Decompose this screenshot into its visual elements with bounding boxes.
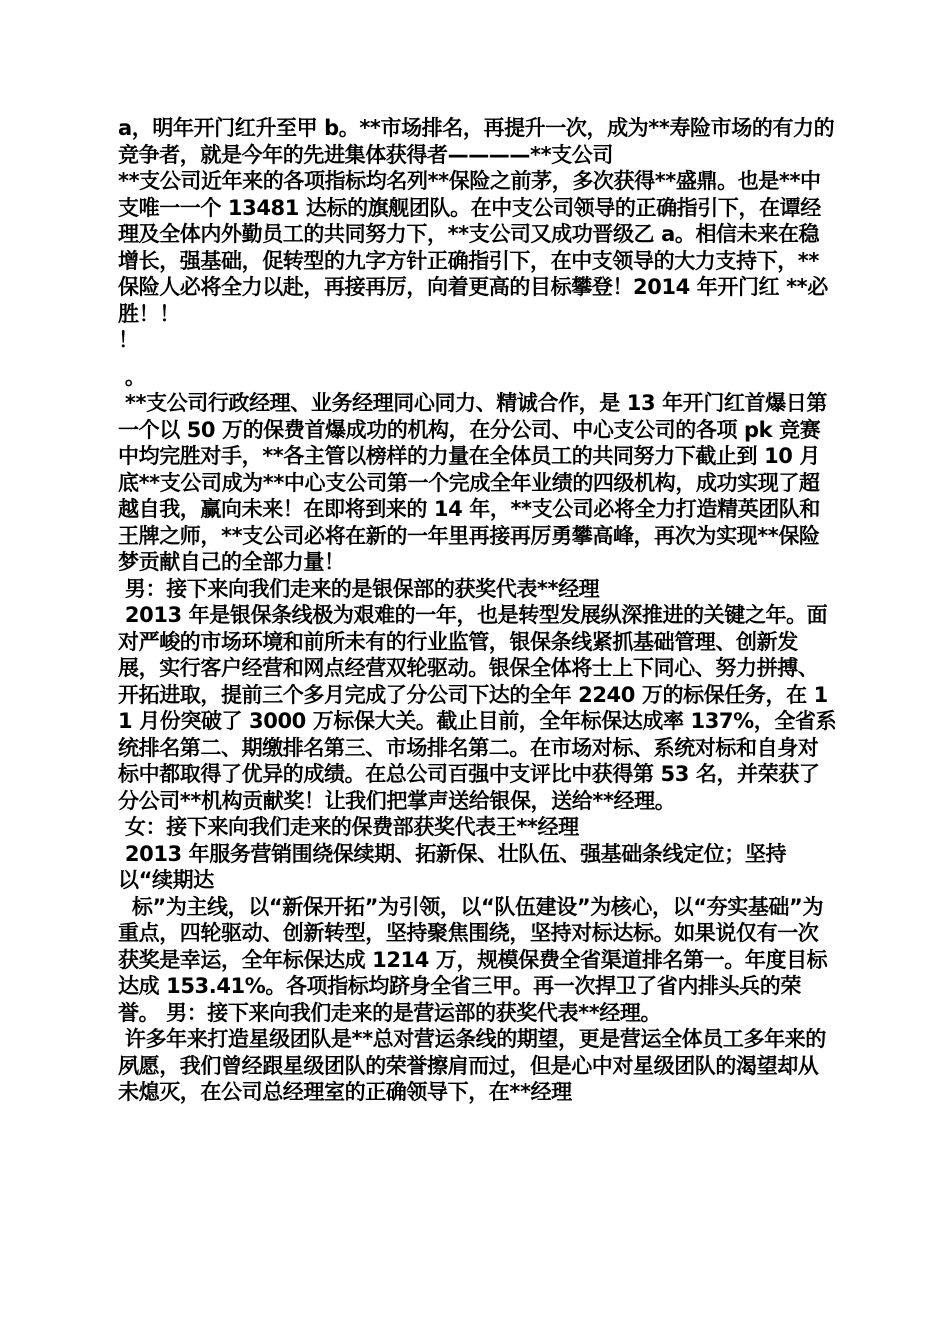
paragraph-3: ！ xyxy=(118,328,139,352)
paragraph-10: 标”为主线，以“新保开拓”为引领，以“队伍建设”为核心，以“夯实基础”为重点，四轮驱动、创新转型，坚持聚焦围绕，坚持对标达标。如果说仅有一次获奖是幸运，全年标保达成 1214 万，规模保费全省渠道排名第一。年度目标达成 153.41%。各项指标均跻身全省三甲。再一次捍卫了省内排头兵的荣誉。 男：接下来向我们走来的是营运部的获奖代表**经理。 xyxy=(118,894,828,1025)
paragraph-9: 2013 年服务营销围绕保续期、拓新保、壮队伍、强基础条线定位；坚持以“续期达 xyxy=(118,841,787,892)
paragraph-spacer xyxy=(118,354,838,364)
document-body xyxy=(118,115,838,1106)
paragraph-11: 许多年来打造星级团队是**总对营运条线的期望，更是营运全体员工多年来的夙愿，我们曾经跟星级团队的荣誉擦肩而过，但是心中对星级团队的渴望却从未熄灭，在公司总经理室的正确领导下，在**经理 xyxy=(118,1027,826,1104)
paragraph-4: 。 xyxy=(118,364,146,389)
paragraph-8: 女：接下来向我们走来的保费部获奖代表王**经理 xyxy=(118,815,579,839)
paragraph-7: 2013 年是银保条线极为艰难的一年，也是转型发展纵深推进的关键之年。面对严峻的市场环境和前所未有的行业监管，银保条线紧抓基础管理、创新发展，实行客户经营和网点经营双轮驱动。银保全体将士上下同心、努力拼搏、开拓进取，提前三个多月完成了分公司下达的全年 2240 万的标保任务，在 11 月份突破了 3000 万标保大关。截止目前，全年标保达成率 137%，全省系统排名第二、期缴排名第三、市场排名第二。在市场对标、系统对标和自身对标中都取得了优异的成绩。在总公司百强中支评比中获得第 53 名，并荣获了分公司**机构贡献奖！让我们把掌声送给银保，送给**经理。 xyxy=(118,603,837,813)
paragraph-6: 男：接下来向我们走来的是银保部的获奖代表**经理 xyxy=(118,576,600,601)
paragraph-5: **支公司行政经理、业务经理同心同力、精诚合作，是 13 年开门红首爆日第一个以 50 万的保费首爆成功的机构，在分公司、中心支公司的各项 pk 竞赛中均完胜对手，**各主管以榜样的力量在全体员工的共同努力下截止到 10 月底**支公司成为**中心支公司第一个完成全年业绩的四级机构，成功实现了超越自我，赢向未来！在即将到来的 14 年，**支公司必将全力打造精英团队和王牌之师，**支公司必将在新的一年里再接再厉勇攀高峰，再次为实现**保险梦贡献自己的全部力量！ xyxy=(118,391,827,574)
paragraph-1: a，明年开门红升至甲 b。**市场排名，再提升一次，成为**寿险市场的有力的竞争者，就是今年的先进集体获得者————**支公司 xyxy=(118,116,835,167)
paragraph-2: **支公司近年来的各项指标均名列**保险之前茅，多次获得**盛鼎。也是**中支唯一一个 13481 达标的旗舰团队。在中支公司领导的正确指引下，在谭经理及全体内外勤员工的共同努力下，**支公司又成功晋级乙 a。相信未来在稳增长，强基础，促转型的九字方针正确指引下，在中支领导的大力支持下，**保险人必将全力以赴，再接再厉，向着更高的目标攀登！2014 年开门红 **必胜！！ xyxy=(118,169,828,326)
